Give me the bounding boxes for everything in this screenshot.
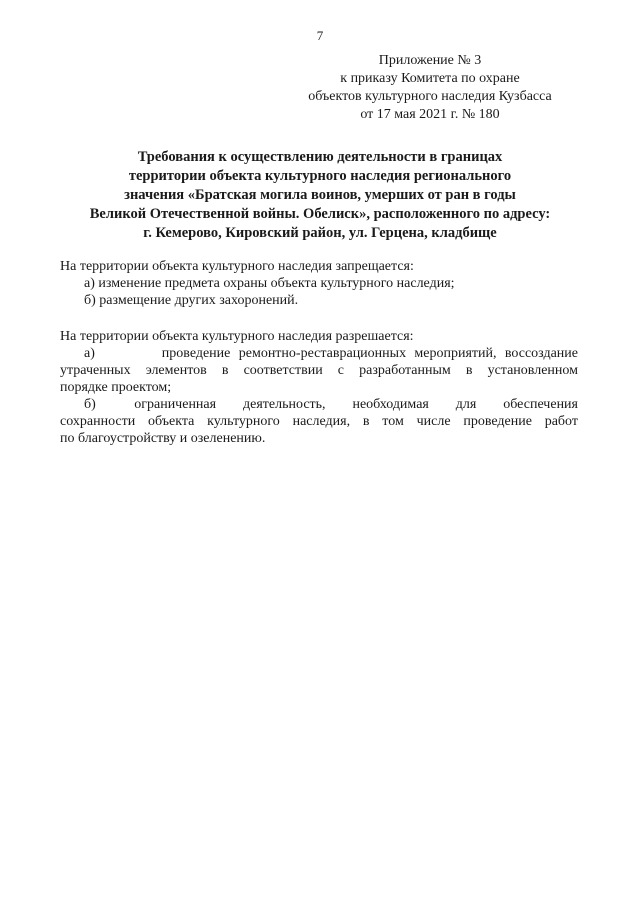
prohibited-item-a: а) изменение предмета охраны объекта культурного наследия; — [84, 276, 455, 291]
appendix-line-3: объектов культурного наследия Кузбасса — [308, 89, 552, 104]
permitted-item-a — [60, 345, 578, 396]
title-line-4: Великой Отечественной войны. Обелиск», расположенного по адресу: — [89, 206, 551, 222]
title-line-3: значения «Братская могила воинов, умерших от ран в годы — [124, 187, 516, 203]
document-title — [60, 148, 580, 243]
title-line-2: территории объекта культурного наследия регионального — [128, 168, 512, 184]
permitted-item-b-line-2: сохранности объекта культурного наследия, в том числе проведение работ — [60, 414, 578, 429]
permitted-item-a-line-1: а) проведение ремонтно-реставрационных мероприятий, воссоздание — [84, 346, 578, 361]
permitted-heading: На территории объекта культурного наследия разрешается: — [60, 329, 414, 344]
page-number: 7 — [316, 28, 324, 43]
appendix-line-1: Приложение № 3 — [378, 53, 482, 68]
prohibited-heading: На территории объекта культурного наследия запрещается: — [60, 259, 414, 274]
permitted-item-a-line-3: порядке проектом; — [60, 380, 172, 395]
title-line-5: г. Кемерово, Кировский район, ул. Герцена, кладбище — [143, 225, 497, 241]
title-line-1: Требования к осуществлению деятельности в границах — [137, 149, 503, 165]
permitted-item-a-line-2: утраченных элементов в соответствии с разработанным в установленном — [60, 363, 578, 378]
appendix-header — [280, 52, 580, 124]
permitted-section — [60, 328, 578, 447]
permitted-item-b-line-1: б) ограниченная деятельность, необходимая для обеспечения — [84, 397, 578, 412]
permitted-item-b — [60, 396, 578, 447]
appendix-line-2: к приказу Комитета по охране — [340, 71, 520, 86]
permitted-item-b-line-3: по благоустройству и озеленению. — [60, 431, 266, 446]
appendix-line-4: от 17 мая 2021 г. № 180 — [360, 107, 500, 122]
prohibited-section — [60, 258, 578, 309]
prohibited-item-b: б) размещение других захоронений. — [84, 293, 299, 308]
